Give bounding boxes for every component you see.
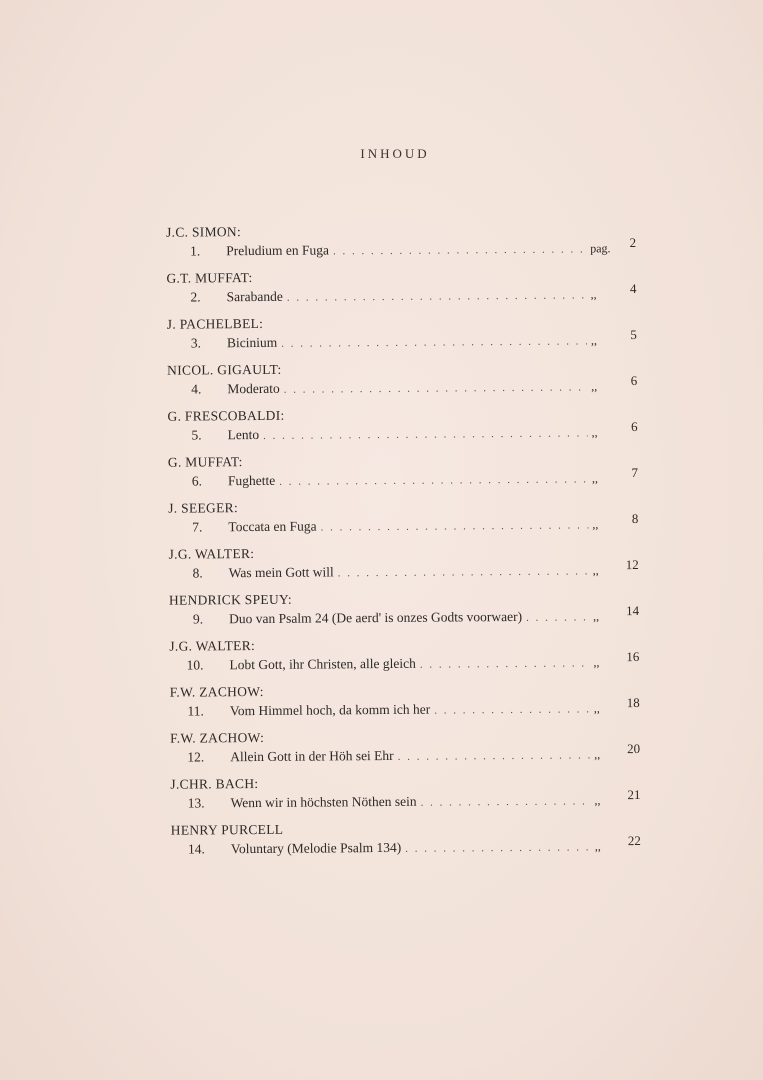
page-ref-label: ,, bbox=[590, 287, 597, 302]
composer-name: J. SEEGER: bbox=[168, 500, 239, 516]
dot-leader bbox=[263, 427, 588, 442]
piece-title: Duo van Psalm 24 (De aerd' is onzes Godts voorwaer) bbox=[229, 608, 523, 627]
composer-name: NICOL. GIGAULT: bbox=[167, 361, 282, 378]
toc-line bbox=[170, 694, 640, 720]
composer-name: G.T. MUFFAT: bbox=[166, 270, 253, 286]
piece-number: 4. bbox=[191, 381, 202, 397]
page-ref-label: ,, bbox=[593, 655, 600, 670]
piece-number: 7. bbox=[192, 519, 203, 535]
toc-entry bbox=[3, 634, 763, 686]
toc-line bbox=[170, 786, 641, 812]
piece-title: Toccata en Fuga bbox=[228, 518, 317, 535]
toc-entry bbox=[5, 818, 763, 870]
toc-entry bbox=[3, 588, 763, 640]
page-ref-label: ,, bbox=[592, 517, 599, 532]
toc-line bbox=[168, 510, 639, 536]
page-ref-label: ,, bbox=[594, 793, 601, 808]
page-number: 18 bbox=[626, 694, 640, 711]
toc-entry bbox=[4, 680, 763, 732]
piece-title: Lento bbox=[227, 426, 260, 443]
page-ref-label: ,, bbox=[594, 747, 601, 762]
composer-name: G. MUFFAT: bbox=[167, 454, 243, 470]
piece-title: Bicinium bbox=[226, 334, 278, 351]
piece-title: Voluntary (Melodie Psalm 134) bbox=[230, 839, 402, 857]
dot-leader bbox=[279, 473, 588, 487]
toc-entry bbox=[1, 312, 763, 364]
piece-title: Allein Gott in der Höh sei Ehr bbox=[230, 747, 394, 765]
toc-line bbox=[169, 648, 640, 674]
piece-title: Wenn wir in höchsten Nöthen sein bbox=[230, 793, 417, 811]
toc-line bbox=[169, 602, 640, 628]
toc-line bbox=[168, 418, 638, 444]
page-number: 22 bbox=[627, 832, 641, 849]
page-ref-label: ,, bbox=[593, 701, 600, 716]
page-title: INHOUD bbox=[360, 146, 430, 161]
composer-name: J.G. WALTER: bbox=[169, 638, 256, 654]
dot-leader bbox=[338, 565, 589, 579]
piece-number: 1. bbox=[190, 243, 201, 259]
toc-entry bbox=[3, 542, 763, 594]
composer-name: HENRY PURCELL bbox=[170, 821, 284, 838]
composer-name: G. FRESCOBALDI: bbox=[167, 407, 285, 424]
piece-number: 6. bbox=[191, 473, 203, 489]
dot-leader bbox=[434, 703, 590, 716]
toc-line bbox=[168, 464, 639, 490]
dot-leader bbox=[421, 795, 591, 808]
piece-title: Fughette bbox=[227, 472, 276, 489]
piece-number: 2. bbox=[190, 289, 201, 305]
toc-line bbox=[170, 740, 641, 766]
piece-number: 8. bbox=[192, 565, 203, 581]
toc-entry bbox=[1, 404, 763, 456]
dot-leader bbox=[405, 841, 591, 854]
piece-number: 11. bbox=[187, 703, 204, 719]
page-number: 12 bbox=[625, 556, 639, 573]
dot-leader bbox=[398, 749, 591, 763]
page-number: 5 bbox=[630, 327, 637, 343]
piece-number: 9. bbox=[192, 611, 204, 627]
page-ref-label: ,, bbox=[591, 425, 598, 440]
piece-title: Sarabande bbox=[226, 288, 283, 305]
page-number: 20 bbox=[627, 740, 641, 757]
page-number: 14 bbox=[625, 602, 640, 619]
page-ref-label: ,, bbox=[594, 839, 601, 854]
page-ref-label: ,, bbox=[591, 379, 598, 394]
toc-entry bbox=[4, 726, 763, 778]
piece-title: Preludium en Fuga bbox=[226, 242, 330, 259]
toc-line bbox=[171, 832, 641, 858]
piece-title: Lobt Gott, ihr Christen, alle gleich bbox=[229, 655, 416, 673]
page-number: 21 bbox=[627, 786, 641, 803]
dot-leader bbox=[321, 519, 589, 533]
page-number: 2 bbox=[629, 235, 637, 251]
composer-name: J.CHR. BACH: bbox=[170, 775, 259, 792]
toc-line bbox=[167, 327, 637, 352]
composer-name: J.C. SIMON: bbox=[165, 224, 242, 240]
piece-title: Moderato bbox=[227, 380, 280, 397]
dot-leader bbox=[281, 335, 587, 349]
piece-title: Vom Himmel hoch, da komm ich her bbox=[229, 701, 431, 719]
toc-line bbox=[169, 556, 639, 582]
composer-name: F.W. ZACHOW: bbox=[169, 683, 264, 700]
toc-line bbox=[167, 373, 638, 398]
piece-number: 5. bbox=[191, 427, 202, 443]
page-number: 4 bbox=[629, 281, 637, 297]
table-of-contents bbox=[0, 220, 763, 870]
piece-title: Was mein Gott will bbox=[228, 564, 334, 581]
page-number: 8 bbox=[631, 510, 639, 527]
dot-leader bbox=[420, 657, 590, 670]
page-ref-label: ,, bbox=[592, 563, 599, 578]
piece-number: 10. bbox=[186, 657, 204, 673]
dot-leader bbox=[287, 289, 587, 303]
piece-number: 14. bbox=[187, 841, 205, 857]
dot-leader bbox=[333, 243, 586, 257]
composer-name: J. PACHELBEL: bbox=[166, 315, 264, 332]
page-ref-label: pag. bbox=[590, 241, 611, 256]
toc-entry bbox=[2, 450, 763, 502]
composer-name: J.G. WALTER: bbox=[168, 546, 255, 562]
toc-line bbox=[166, 235, 637, 260]
toc-entry bbox=[2, 496, 763, 548]
toc-entry bbox=[0, 266, 763, 318]
page-number: 7 bbox=[631, 464, 639, 481]
page-ref-label: ,, bbox=[593, 609, 600, 624]
toc-entry bbox=[1, 358, 763, 410]
piece-number: 3. bbox=[190, 335, 201, 351]
page-ref-label: ,, bbox=[591, 471, 599, 486]
toc-line bbox=[167, 281, 637, 306]
toc-entry bbox=[4, 772, 763, 824]
page-number: 6 bbox=[630, 373, 638, 389]
page-ref-label: ,, bbox=[590, 333, 597, 348]
composer-name: F.W. ZACHOW: bbox=[169, 729, 265, 746]
dot-leader bbox=[526, 611, 589, 623]
piece-number: 13. bbox=[187, 795, 205, 811]
composer-name: HENDRICK SPEUY: bbox=[168, 591, 292, 608]
piece-number: 12. bbox=[187, 749, 205, 765]
page-number: 6 bbox=[631, 418, 638, 435]
dot-leader bbox=[284, 381, 588, 395]
toc-entry bbox=[0, 220, 763, 272]
page-number: 16 bbox=[626, 648, 640, 665]
